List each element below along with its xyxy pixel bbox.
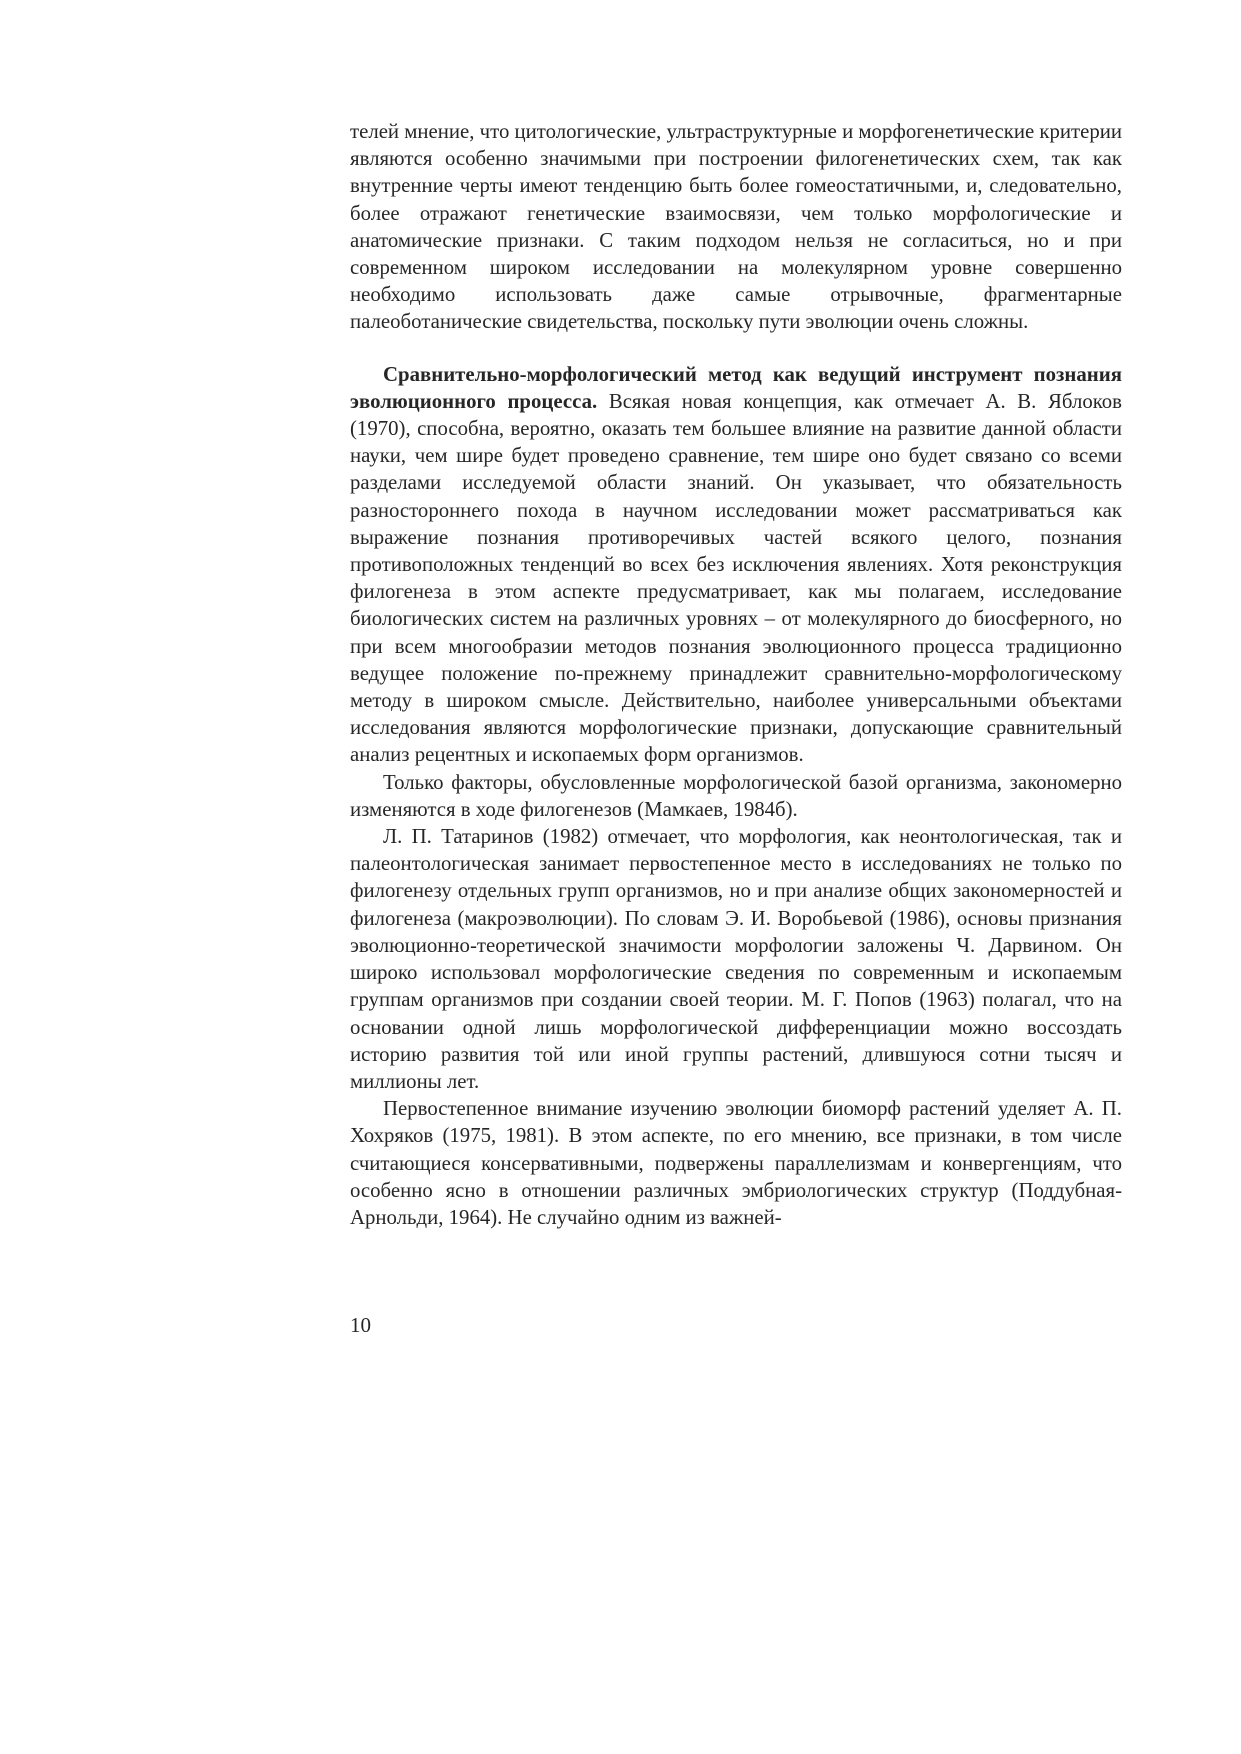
run-in-heading: Сравнительно-морфологический метод как ведущий инструмент познания эволюционного процесса.: [350, 362, 1122, 413]
paragraph-text: Всякая новая концепция, как отмечает А. В. Яблоков (1970), способна, вероятно, оказать тем большее влияние на развитие данной области науки, чем шире будет проведено сравнение, тем шире оно будет связано со всеми разделами исследуемой области знаний. Он указывает, что обязательность разностороннего похода в научном исследовании может рассматриваться как выражение познания противоречивых частей всякого целого, познания противоположных тенденций во всех без исключения явлениях. Хотя реконструкция филогенеза в этом аспекте предусматривает, как мы полагаем, исследование биологических систем на различных уровнях – от молекулярного до биосферного, но при всем многообразии методов познания эволюционного процесса традиционно ведущее положение по-прежнему принадлежит сравнительно-морфологическому методу в широком смысле. Действительно, наиболее универсальными объектами исследования являются морфологические признаки, допускающие сравнительный анализ рецентных и ископаемых форм организмов.: [350, 389, 1122, 767]
paragraph: [350, 823, 1122, 1095]
body-text: [350, 118, 1122, 1231]
paragraph-continuation: [350, 118, 1122, 336]
paragraph-text: Л. П. Татаринов (1982) отмечает, что морфология, как неонтологическая, так и палеонтологическая занимает первостепенное место в исследованиях не только по филогенезу отдельных групп организмов, но и при анализе общих закономерностей и филогенеза (макроэволюции). По словам Э. И. Воробьевой (1986), основы признания эволюционно-теоретической значимости морфологии заложены Ч. Дарвином. Он широко использовал морфологические сведения по современным и ископаемым группам организмов при создании своей теории. М. Г. Попов (1963) полагал, что на основании одной лишь морфологической дифференциации можно воссоздать историю развития той или иной группы растений, длившуюся сотни тысяч и миллионы лет.: [350, 825, 1122, 1093]
paragraph: [350, 769, 1122, 823]
page-number: 10: [350, 1313, 371, 1337]
paragraph-text: Только факторы, обусловленные морфологической базой организма, закономерно изменяются в ходе филогенезов (Мамкаев, 1984б).: [350, 770, 1122, 821]
paragraph: [350, 1095, 1122, 1231]
paragraph-section-heading: [350, 361, 1122, 769]
paragraph-text: телей мнение, что цитологические, ультраструктурные и морфогенетические критерии являются особенно значимыми при построении филогенетических схем, так как внутренние черты имеют тенденцию быть более гомеостатичными, и, следовательно, более отражают генетические взаимосвязи, чем только морфологические и анатомические признаки. С таким подходом нельзя не согласиться, но и при современном широком исследовании на молекулярном уровне совершенно необходимо использовать даже самые отрывочные, фрагментарные палеоботанические свидетельства, поскольку пути эволюции очень сложны.: [350, 120, 1123, 334]
paragraph-text: Первостепенное внимание изучению эволюции биоморф растений уделяет А. П. Хохряков (1975, 1981). В этом аспекте, по его мнению, все признаки, в том числе считающиеся консервативными, подвержены параллелизмам и конвергенциям, что особенно ясно в отношении различных эмбриологических структур (Поддубная-Арнольди, 1964). Не случайно одним из важней-: [350, 1097, 1122, 1229]
